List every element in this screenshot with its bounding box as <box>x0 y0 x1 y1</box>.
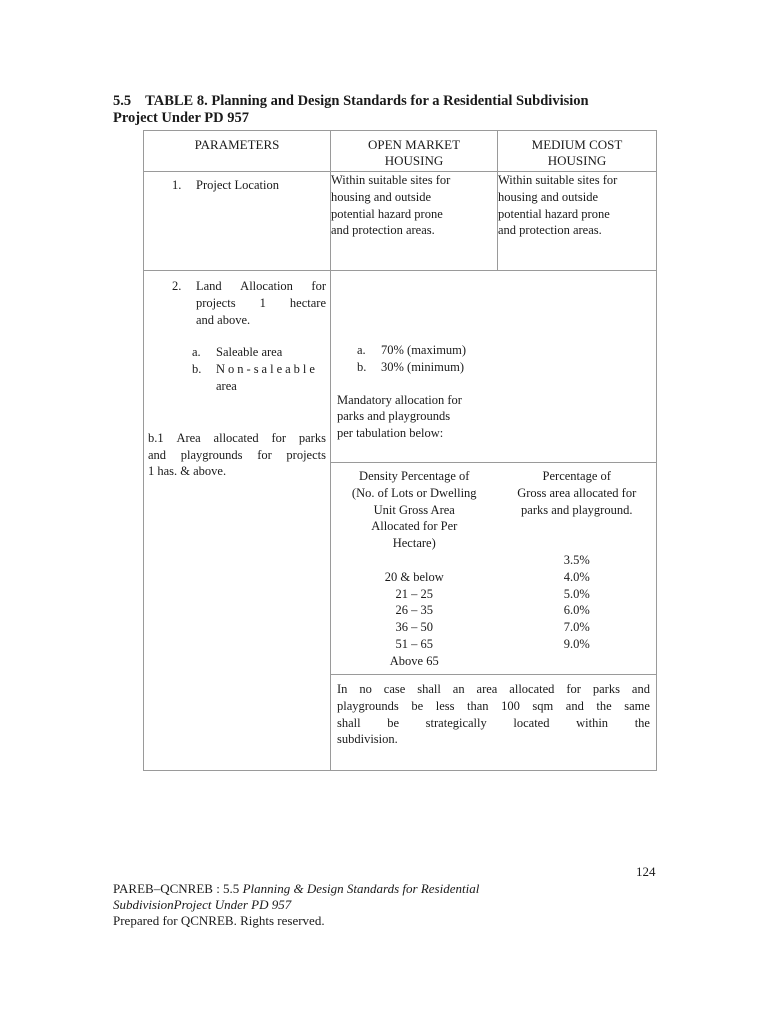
table-title-line2: Project Under PD 957 <box>113 110 249 126</box>
header-row <box>144 131 657 172</box>
page-footer <box>113 881 673 929</box>
item-non-saleable: b. Non-saleable area <box>192 362 318 393</box>
section-number: 5.5 <box>113 93 132 109</box>
medium-cost-location: Within suitable sites for housing and outside potential hazard prone and protection areas. <box>498 172 657 271</box>
percent-value: 7.0% <box>563 620 590 635</box>
density-value: 51 – 65 <box>395 636 433 651</box>
mandatory-allocation-text: Mandatory allocation for parks and playgrounds per tabulation below: <box>337 392 462 441</box>
density-value: Above 65 <box>389 653 439 668</box>
param-line1: Land Allocation for <box>196 279 326 293</box>
density-value: 26 – 35 <box>395 603 433 618</box>
header-parameters: PARAMETERS <box>144 131 331 172</box>
percent-value: 9.0% <box>563 636 590 651</box>
percent-value: 6.0% <box>563 603 590 618</box>
footer-line3: Prepared for QCNREB. Rights reserved. <box>113 913 325 928</box>
header-medium-cost: MEDIUM COST HOUSING <box>498 131 657 172</box>
percent-value: 4.0% <box>563 569 590 584</box>
density-value: 20 & below <box>384 569 444 584</box>
footer-line1: PAREB–QCNREB : 5.5 Planning & Design Standards for Residential <box>113 881 480 896</box>
percent-value: 5.0% <box>563 586 590 601</box>
param-line2: projects 1 hectare <box>196 295 326 310</box>
density-cell <box>331 463 657 675</box>
table-title: TABLE 8. Planning and Design Standards for a Residential Subdivision <box>145 93 589 109</box>
page-number: 124 <box>636 864 656 879</box>
percent-value: 3.5% <box>563 552 590 567</box>
param-land-allocation: 2. Land Allocation for projects 1 hectare and above. a. Saleable area b. Non-saleable area b.1 Area allocated for parks and playgrounds for projects 1 has. & above. <box>144 271 331 771</box>
b1-note: b.1 Area allocated for parks and playgrounds for projects 1 has. & above. <box>148 430 326 479</box>
header-open-market: OPEN MARKET HOUSING <box>331 131 498 172</box>
standards-table <box>143 130 657 771</box>
footer-line2: SubdivisionProject Under PD 957 <box>113 897 292 912</box>
density-value: 21 – 25 <box>395 586 433 601</box>
row-land-allocation <box>144 271 657 463</box>
open-market-location: Within suitable sites for housing and outside potential hazard prone and protection areas. <box>331 172 498 271</box>
density-value: 36 – 50 <box>395 620 433 635</box>
percent-column: Percentage of Gross area allocated for parks and playground. 3.5% 4.0% 5.0% 6.0% 7.0% 9.0% <box>497 468 656 670</box>
section-heading <box>113 93 673 127</box>
minimum-area-note: In no case shall an area allocated for parks and playgrounds be less than 100 sqm and the same shall be strategically located within the subdivision. <box>331 675 657 771</box>
item-saleable: a. Saleable area <box>192 345 283 360</box>
allocation-cell <box>331 271 657 463</box>
density-column: Density Percentage of (No. of Lots or Dwelling Unit Gross Area Allocated for Per Hectare) 20 & below 21 – 25 26 – 35 36 – 50 51 – 65 Above 65 <box>331 468 497 670</box>
row-project-location <box>144 172 657 271</box>
alloc-saleable: a. 70% (maximum) <box>357 343 467 357</box>
alloc-non-saleable: b. 30% (minimum) <box>357 359 464 374</box>
param-project-location: 1. Project Location <box>144 172 331 271</box>
